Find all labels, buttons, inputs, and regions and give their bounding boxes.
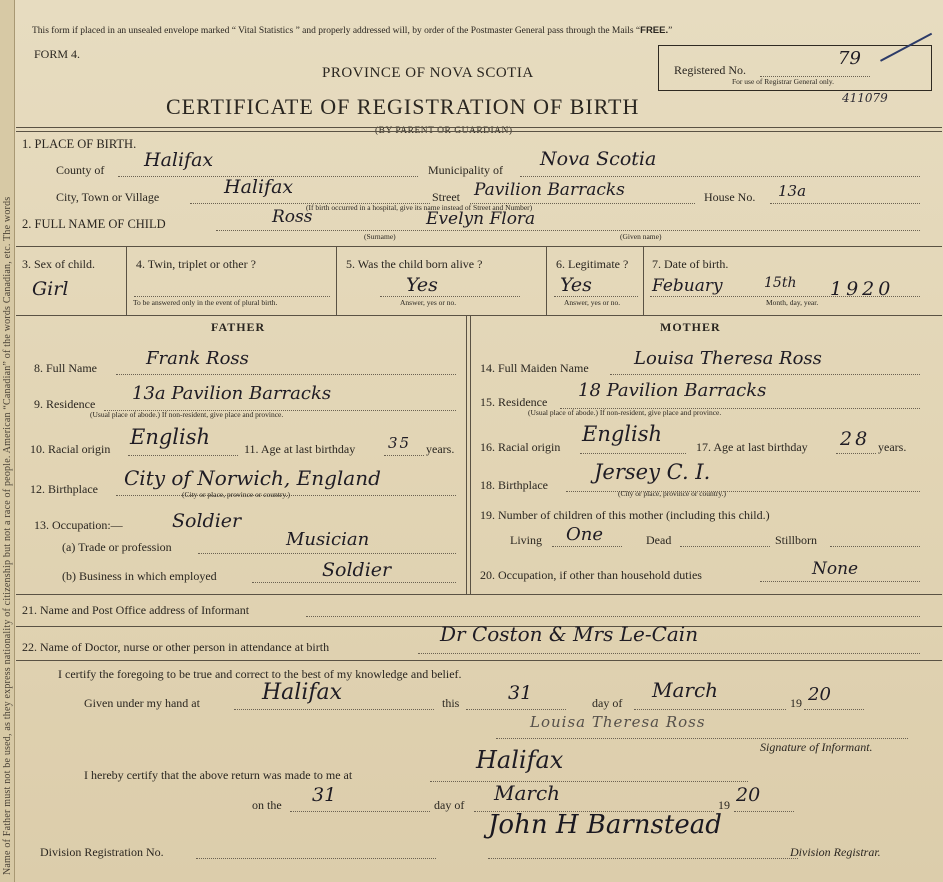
father-residence-value: 13a Pavilion Barracks <box>132 383 332 404</box>
informant-line <box>306 616 920 617</box>
mother-birthplace-note: (City or place, province or country.) <box>618 489 727 498</box>
street-note: (If birth occurred in a hospital, give its name instead of Street and Number) <box>306 203 533 212</box>
given-name-note: (Given name) <box>620 232 662 241</box>
living-value: One <box>566 524 604 545</box>
father-origin-value: English <box>130 425 211 449</box>
registrar-signature: John H Barnstead <box>488 810 722 840</box>
division-registrar-line <box>488 858 798 859</box>
parent-column-divider <box>470 316 471 594</box>
given-place-value: Halifax <box>262 680 343 705</box>
certify-statement: I certify the foregoing to be true and correct to the best of my knowledge and belief. <box>58 667 462 681</box>
reg-day-of-label: day of <box>434 798 465 812</box>
house-value: 13a <box>778 182 807 200</box>
given-under-label: Given under my hand at <box>84 696 200 710</box>
day-line <box>466 709 566 710</box>
date-note: Month, day, year. <box>766 298 819 307</box>
informant-signature-line <box>496 738 908 739</box>
rule <box>16 594 942 595</box>
business-line <box>252 582 456 583</box>
child-name-line <box>216 230 920 231</box>
document-edge-strip <box>0 0 15 882</box>
on-the-label: on the <box>252 798 282 812</box>
alive-label: 5. Was the child born alive ? <box>346 257 483 271</box>
mother-name-label: 14. Full Maiden Name <box>480 361 589 375</box>
living-label: Living <box>510 533 542 547</box>
father-origin-label: 10. Racial origin <box>30 442 111 456</box>
reg-year-value: 20 <box>736 784 761 806</box>
doctor-value: Dr Coston & Mrs Le-Cain <box>440 622 699 646</box>
year-prefix: 19 <box>790 696 802 710</box>
registered-number: 79 <box>838 48 861 69</box>
rule <box>16 246 942 247</box>
stamp-number: 411079 <box>842 91 888 105</box>
sex-value: Girl <box>32 278 69 300</box>
informant-label: 21. Name and Post Office address of Informant <box>22 603 250 617</box>
place-of-birth-label: 1. PLACE OF BIRTH. <box>22 137 137 151</box>
trade-label: (a) Trade or profession <box>62 540 172 554</box>
municipality-label: Municipality of <box>428 163 503 177</box>
column-divider <box>126 247 127 315</box>
twin-note: To be answered only in the event of plural birth. <box>133 298 278 307</box>
given-place-line <box>234 709 434 710</box>
father-name-line <box>116 374 456 375</box>
column-divider <box>643 247 644 315</box>
street-label: Street <box>432 190 460 204</box>
doctor-line <box>418 653 920 654</box>
city-label: City, Town or Village <box>56 190 160 204</box>
division-registrar-label: Division Registrar. <box>790 845 881 859</box>
rule <box>16 315 942 316</box>
legitimate-line <box>554 296 638 297</box>
rule <box>16 660 942 661</box>
mother-heading: MOTHER <box>660 320 721 334</box>
mother-name-value: Louisa Theresa Ross <box>634 348 822 369</box>
alive-note: Answer, yes or no. <box>400 298 457 307</box>
mother-origin-label: 16. Racial origin <box>480 440 561 454</box>
day-value: 31 <box>508 682 533 704</box>
living-line <box>552 546 622 547</box>
mother-residence-value: 18 Pavilion Barracks <box>578 380 767 401</box>
registrar-certify-label: I hereby certify that the above return was made to me at <box>84 768 353 782</box>
side-instruction-text: Name of Father must not be used, as they express nationality of citizenship but not a race of people. American “Canadian” of the words Canadian, etc. The words <box>2 196 13 875</box>
province-heading: PROVINCE OF NOVA SCOTIA <box>322 65 534 81</box>
city-value: Halifax <box>224 176 294 198</box>
postal-notice-text: This form if placed in an unsealed envelope marked “ Vital Statistics ” and properly addressed will, by order of the Postmaster General pass through the Mails “ <box>32 26 641 36</box>
sex-label: 3. Sex of child. <box>22 257 95 271</box>
postal-notice-end: ” <box>668 26 673 36</box>
mother-occupation-line <box>760 581 920 582</box>
registered-label: Registered No. <box>674 63 746 77</box>
child-given-name: Evelyn Flora <box>426 209 536 229</box>
alive-line <box>380 296 520 297</box>
mother-occupation-value: None <box>812 559 859 579</box>
street-value: Pavilion Barracks <box>474 180 625 200</box>
mother-birthplace-label: 18. Birthplace <box>480 478 548 492</box>
twin-line <box>134 296 330 297</box>
father-birthplace-label: 12. Birthplace <box>30 482 98 496</box>
mother-age-label: 17. Age at last birthday <box>696 440 808 454</box>
postal-notice <box>32 26 672 37</box>
trade-value: Musician <box>286 529 370 550</box>
mother-origin-line <box>580 453 686 454</box>
division-number-label: Division Registration No. <box>40 845 164 859</box>
division-number-line <box>196 858 436 859</box>
rule <box>16 127 942 128</box>
certificate-subtitle: (BY PARENT OR GUARDIAN) <box>375 126 513 136</box>
mother-occupation-label: 20. Occupation, if other than household duties <box>480 568 702 582</box>
stillborn-label: Stillborn <box>775 533 818 547</box>
rule <box>16 131 942 132</box>
legitimate-note: Answer, yes or no. <box>564 298 621 307</box>
date-month: Febuary <box>652 276 723 296</box>
house-line <box>770 203 920 204</box>
legitimate-value: Yes <box>560 274 592 296</box>
reg-year-prefix: 19 <box>718 798 730 812</box>
father-name-label: 8. Full Name <box>34 361 97 375</box>
date-year: 1920 <box>830 278 895 300</box>
father-age-label: 11. Age at last birthday <box>244 442 356 456</box>
mother-years-label: years. <box>878 440 907 454</box>
certificate-title: CERTIFICATE OF REGISTRATION OF BIRTH <box>166 94 640 119</box>
parent-column-divider <box>466 316 467 594</box>
date-day: 15th <box>764 275 797 291</box>
reg-month-value: March <box>494 781 561 805</box>
registrar-use-note: For use of Registrar General only. <box>732 77 834 86</box>
month-value: March <box>652 678 719 702</box>
year-value: 20 <box>808 684 831 705</box>
father-age-value: 35 <box>388 434 412 452</box>
business-label: (b) Business in which employed <box>62 569 217 583</box>
postal-notice-free: FREE. <box>640 25 669 36</box>
dead-line <box>680 546 770 547</box>
alive-value: Yes <box>406 274 438 296</box>
mother-birthplace-value: Jersey C. I. <box>594 460 711 484</box>
registrar-place-line <box>430 781 748 782</box>
father-origin-line <box>128 455 238 456</box>
father-years-label: years. <box>426 442 455 456</box>
father-occupation-value: Soldier <box>172 510 242 532</box>
mother-origin-value: English <box>582 422 663 446</box>
day-of-label: day of <box>592 696 623 710</box>
form-number: FORM 4. <box>34 47 81 61</box>
informant-signature: Louisa Theresa Ross <box>530 713 706 731</box>
father-residence-note: (Usual place of abode.) If non-resident, give place and province. <box>90 410 284 419</box>
municipality-line <box>520 176 920 177</box>
business-value: Soldier <box>322 559 392 581</box>
trade-line <box>198 553 456 554</box>
legitimate-label: 6. Legitimate ? <box>556 257 629 271</box>
year-line <box>804 709 864 710</box>
doctor-label: 22. Name of Doctor, nurse or other person in attendance at birth <box>22 640 330 654</box>
house-label: House No. <box>704 190 756 204</box>
stillborn-line <box>830 546 920 547</box>
mother-residence-label: 15. Residence <box>480 395 548 409</box>
father-residence-label: 9. Residence <box>34 397 96 411</box>
mother-age-line <box>836 453 876 454</box>
mother-residence-note: (Usual place of abode.) If non-resident, give place and province. <box>528 408 722 417</box>
column-divider <box>336 247 337 315</box>
mother-age-value: 28 <box>840 428 871 450</box>
municipality-value: Nova Scotia <box>540 148 657 170</box>
county-label: County of <box>56 163 105 177</box>
date-label: 7. Date of birth. <box>652 257 729 271</box>
child-name-label: 2. FULL NAME OF CHILD <box>22 217 166 231</box>
father-name-value: Frank Ross <box>146 348 249 369</box>
father-age-line <box>384 455 424 456</box>
father-birthplace-note: (City or place, province or country.) <box>182 490 291 499</box>
this-label: this <box>442 696 460 710</box>
county-value: Halifax <box>144 149 214 171</box>
twin-label: 4. Twin, triplet or other ? <box>136 257 256 271</box>
children-count-label: 19. Number of children of this mother (including this child.) <box>480 508 770 522</box>
month-line <box>634 709 786 710</box>
father-occupation-label: 13. Occupation:— <box>34 518 123 532</box>
father-birthplace-value: City of Norwich, England <box>124 466 381 490</box>
reg-year-line <box>734 811 794 812</box>
child-surname: Ross <box>272 207 313 227</box>
informant-signature-label: Signature of Informant. <box>760 740 873 754</box>
dead-label: Dead <box>646 533 672 547</box>
reg-day-value: 31 <box>312 784 337 806</box>
surname-note: (Surname) <box>364 232 396 241</box>
registrar-place-value: Halifax <box>476 746 564 774</box>
father-heading: FATHER <box>211 320 266 334</box>
mother-name-line <box>610 374 920 375</box>
reg-day-line <box>290 811 430 812</box>
column-divider <box>546 247 547 315</box>
